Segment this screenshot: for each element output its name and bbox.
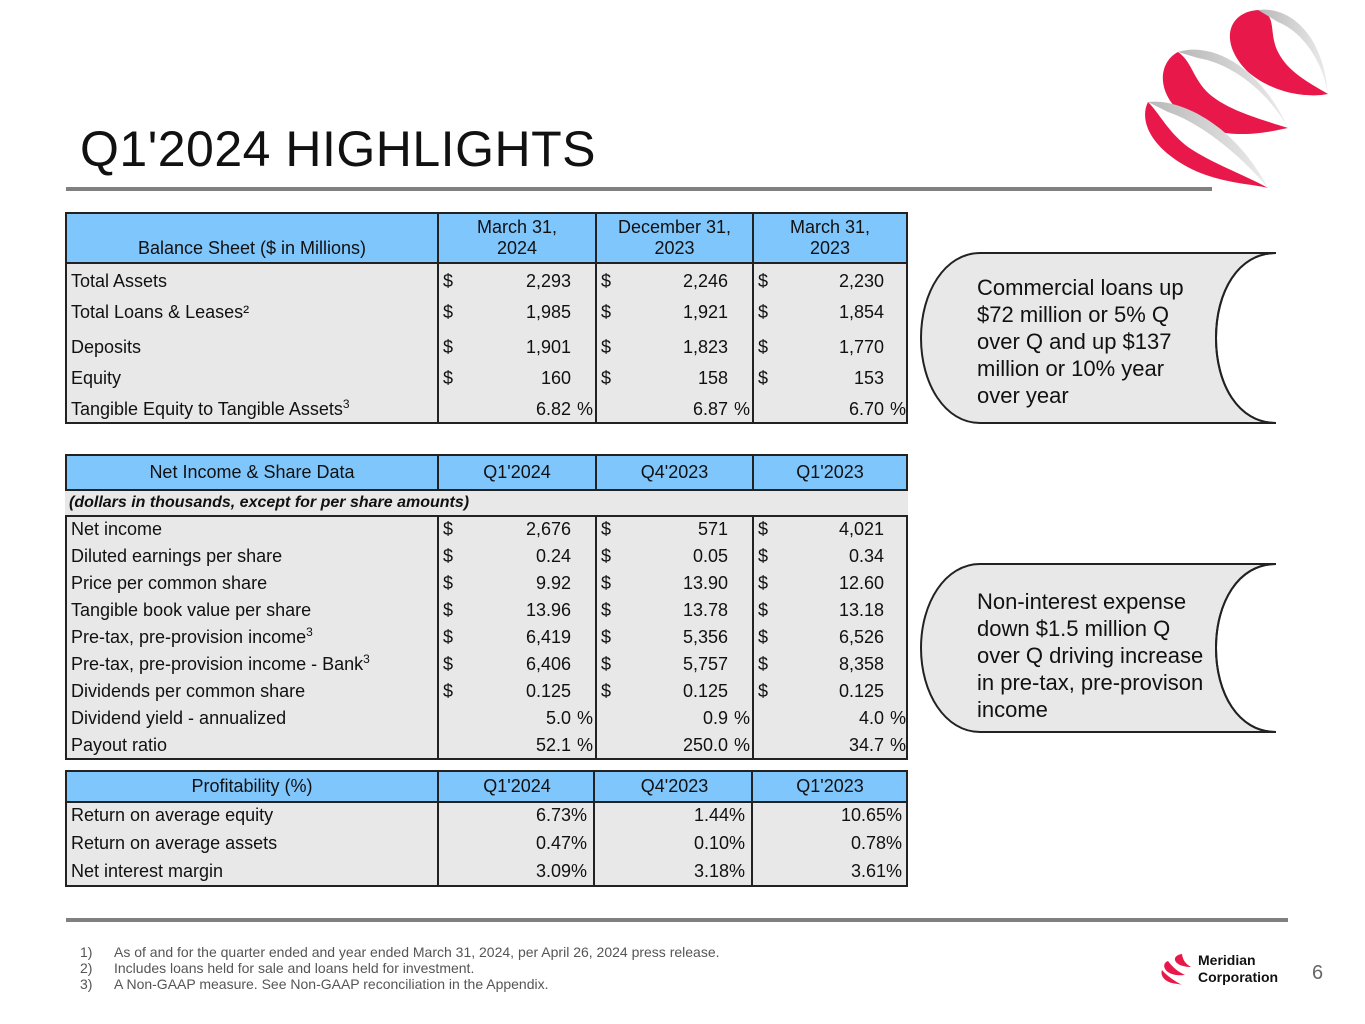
- cell-value: 2,676: [525, 519, 571, 539]
- cell-value: 5,757: [682, 654, 728, 674]
- currency-symbol: $: [601, 271, 612, 291]
- cell-value: 1,823: [682, 337, 728, 357]
- table-row: [67, 624, 906, 651]
- callout-text: Commercial loans up $72 million or 5% Q over Q and up $137 million or 10% year over year: [977, 275, 1184, 408]
- currency-symbol: $: [758, 627, 769, 647]
- currency-symbol: $: [443, 600, 454, 620]
- cell-value: 10.65%: [840, 805, 902, 825]
- cell-value: 0.24: [535, 546, 571, 566]
- table-row: [67, 365, 906, 392]
- cell-value: 6,526: [838, 627, 884, 647]
- currency-symbol: $: [443, 368, 454, 388]
- cell-value: 1,985: [525, 302, 571, 322]
- column-header: Q1'2024: [483, 462, 551, 482]
- cell-value: 5.0: [545, 708, 571, 728]
- cell-value: 1,770: [838, 337, 884, 357]
- balance-sheet-table: [65, 212, 908, 424]
- currency-symbol: $: [443, 546, 454, 566]
- currency-symbol: $: [601, 337, 612, 357]
- callout-text: Non-interest expense down $1.5 million Q over Q driving increase in pre-tax, pre-provison income: [977, 589, 1204, 722]
- row-label: Net interest margin: [71, 861, 224, 881]
- currency-symbol: $: [601, 368, 612, 388]
- table-row: [67, 802, 906, 829]
- currency-symbol: $: [601, 546, 612, 566]
- balance-sheet-body: [65, 262, 908, 424]
- currency-symbol: $: [443, 654, 454, 674]
- cell-value: 1,854: [838, 302, 884, 322]
- table-row: [67, 705, 906, 732]
- cell-value: 0.78%: [850, 833, 902, 853]
- column-header: March 31, 2023: [789, 217, 871, 258]
- cell-value: 9.92: [535, 573, 571, 593]
- net-income-body: [65, 515, 908, 760]
- column-header: December 31, 2023: [617, 217, 732, 258]
- cell-value: 6.87: [692, 399, 728, 419]
- table-row: [67, 732, 906, 759]
- cell-value: 1.44%: [693, 805, 745, 825]
- table-row: [67, 830, 906, 857]
- cell-value: 158: [697, 368, 728, 388]
- table-row: [67, 396, 906, 423]
- row-label: Diluted earnings per share: [71, 546, 283, 566]
- currency-symbol: $: [443, 337, 454, 357]
- meridian-logo: [1138, 2, 1338, 194]
- footnote: 2) Includes loans held for sale and loans held for investment.: [80, 960, 475, 976]
- cell-value: 6.70: [848, 399, 884, 419]
- net-income-subheader: (dollars in thousands, except for per share amounts): [65, 491, 908, 515]
- footnote: 3) A Non-GAAP measure. See Non-GAAP reconciliation in the Appendix.: [80, 976, 549, 992]
- cell-value: 12.60: [838, 573, 884, 593]
- cell-value: 0.47%: [535, 833, 587, 853]
- percent-symbol: %: [577, 399, 594, 419]
- currency-symbol: $: [758, 681, 769, 701]
- net-income-title: Net Income & Share Data: [149, 462, 355, 482]
- column-header: March 31, 2024: [476, 217, 558, 258]
- cell-value: 3.61%: [850, 861, 902, 881]
- cell-value: 2,246: [682, 271, 728, 291]
- currency-symbol: $: [758, 573, 769, 593]
- balance-sheet-title: Balance Sheet ($ in Millions): [137, 238, 367, 258]
- page-number: 6: [1312, 962, 1324, 984]
- percent-symbol: %: [890, 708, 907, 728]
- row-label: Return on average assets: [71, 833, 278, 853]
- row-label: Tangible Equity to Tangible Assets$^3$: [71, 397, 350, 419]
- column-header: Q1'2024: [483, 776, 551, 796]
- table-row: [67, 678, 906, 705]
- profitability-body: [65, 801, 908, 887]
- cell-value: 1,901: [525, 337, 571, 357]
- currency-symbol: $: [601, 573, 612, 593]
- column-header: Q1'2023: [796, 776, 864, 796]
- currency-symbol: $: [758, 654, 769, 674]
- row-label: Dividend yield - annualized: [71, 708, 287, 728]
- callout-non-interest-expense: [920, 563, 1276, 733]
- currency-symbol: $: [601, 654, 612, 674]
- percent-symbol: %: [734, 735, 751, 755]
- currency-symbol: $: [601, 627, 612, 647]
- currency-symbol: $: [758, 600, 769, 620]
- cell-value: 8,358: [838, 654, 884, 674]
- cell-value: 0.125: [525, 681, 571, 701]
- cell-value: 6.73%: [535, 805, 587, 825]
- table-row: [67, 597, 906, 624]
- cell-value: 250.0: [682, 735, 728, 755]
- row-label: Total Loans & Leases²: [71, 302, 250, 322]
- cell-value: 3.09%: [535, 861, 587, 881]
- percent-symbol: %: [890, 399, 907, 419]
- cell-value: 1,921: [682, 302, 728, 322]
- footer-divider: [66, 918, 1288, 922]
- profitability-table: [65, 770, 908, 887]
- cell-value: 160: [540, 368, 571, 388]
- currency-symbol: $: [758, 337, 769, 357]
- currency-symbol: $: [601, 600, 612, 620]
- cell-value: 52.1: [535, 735, 571, 755]
- percent-symbol: %: [577, 735, 594, 755]
- cell-value: 0.125: [682, 681, 728, 701]
- row-label: Price per common share: [71, 573, 268, 593]
- footnotes: [80, 944, 720, 992]
- cell-value: 6.82: [535, 399, 571, 419]
- currency-symbol: $: [758, 546, 769, 566]
- meridian-mini-logo-icon: [1160, 952, 1192, 986]
- row-label: Pre-tax, pre-provision income - Bank$^3$: [71, 652, 370, 674]
- currency-symbol: $: [601, 302, 612, 322]
- row-label: Tangible book value per share: [71, 600, 312, 620]
- cell-value: 0.9: [702, 708, 728, 728]
- percent-symbol: %: [890, 735, 907, 755]
- net-income-header: [65, 454, 908, 491]
- percent-symbol: %: [734, 399, 751, 419]
- footnote: 1) As of and for the quarter ended and year ended March 31, 2024, per April 26, 2024 press release.: [80, 944, 720, 960]
- row-label: Total Assets: [71, 271, 168, 291]
- cell-value: 6,419: [525, 627, 571, 647]
- cell-value: 0.34: [848, 546, 884, 566]
- currency-symbol: $: [443, 302, 454, 322]
- profitability-header: [65, 770, 908, 803]
- cell-value: 13.18: [838, 600, 884, 620]
- table-row: [67, 268, 906, 295]
- cell-value: 4.0: [858, 708, 884, 728]
- cell-value: 0.125: [838, 681, 884, 701]
- row-label: Net income: [71, 519, 163, 539]
- cell-value: 0.05: [692, 546, 728, 566]
- currency-symbol: $: [758, 271, 769, 291]
- currency-symbol: $: [443, 681, 454, 701]
- column-header: Q4'2023: [640, 776, 709, 796]
- cell-value: 13.96: [525, 600, 571, 620]
- table-row: [67, 516, 906, 543]
- table-row: [67, 651, 906, 678]
- cell-value: 6,406: [525, 654, 571, 674]
- cell-value: 2,293: [525, 271, 571, 291]
- row-label: Pre-tax, pre-provision income$^3$: [71, 625, 313, 647]
- currency-symbol: $: [758, 519, 769, 539]
- currency-symbol: $: [601, 681, 612, 701]
- currency-symbol: $: [601, 519, 612, 539]
- table-row: [67, 299, 906, 326]
- cell-value: 0.10%: [693, 833, 745, 853]
- currency-symbol: $: [443, 271, 454, 291]
- table-row: [67, 858, 906, 885]
- brand-footer: [1160, 952, 1278, 986]
- currency-symbol: $: [443, 573, 454, 593]
- callout-commercial-loans: [920, 252, 1276, 424]
- row-label: Return on average equity: [71, 805, 274, 825]
- row-label: Payout ratio: [71, 735, 168, 755]
- page-title: Q1'2024 HIGHLIGHTS: [80, 121, 596, 177]
- column-header: Q4'2023: [640, 462, 709, 482]
- cell-value: 571: [697, 519, 728, 539]
- cell-value: 4,021: [838, 519, 884, 539]
- cell-value: 34.7: [848, 735, 884, 755]
- table-row: [67, 543, 906, 570]
- net-income-table: [65, 454, 908, 760]
- cell-value: 3.18%: [693, 861, 745, 881]
- cell-value: 2,230: [838, 271, 884, 291]
- currency-symbol: $: [443, 519, 454, 539]
- row-label: Equity: [71, 368, 122, 388]
- profitability-title: Profitability (%): [191, 776, 313, 796]
- table-row: [67, 570, 906, 597]
- currency-symbol: $: [443, 627, 454, 647]
- cell-value: 13.78: [682, 600, 728, 620]
- row-label: Deposits: [71, 337, 142, 357]
- cell-value: 13.90: [682, 573, 728, 593]
- percent-symbol: %: [734, 708, 751, 728]
- cell-value: 153: [853, 368, 884, 388]
- balance-sheet-header: [65, 212, 908, 264]
- cell-value: 5,356: [682, 627, 728, 647]
- currency-symbol: $: [758, 302, 769, 322]
- column-header: Q1'2023: [796, 462, 864, 482]
- row-label: Dividends per common share: [71, 681, 306, 701]
- brand-name: Meridian Corporation: [1198, 952, 1279, 985]
- currency-symbol: $: [758, 368, 769, 388]
- title-divider: [66, 187, 1212, 191]
- percent-symbol: %: [577, 708, 594, 728]
- table-row: [67, 334, 906, 361]
